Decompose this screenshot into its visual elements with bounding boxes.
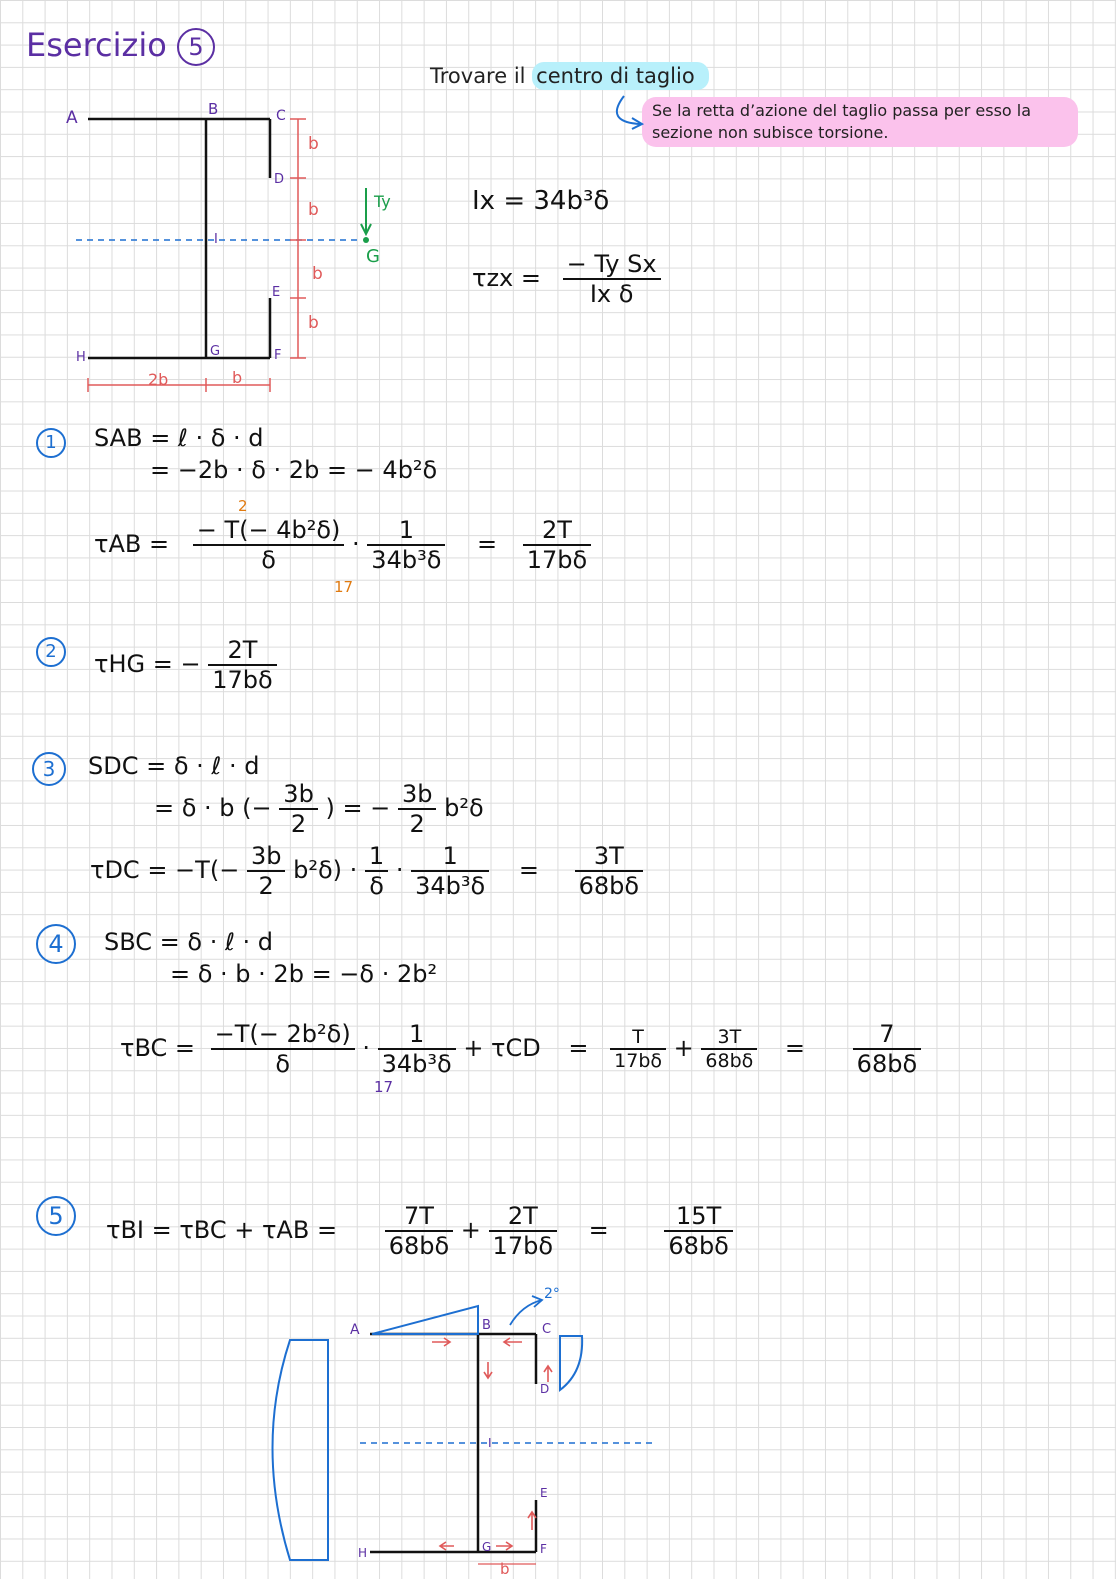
step-3-number: 3 [32,752,66,786]
step-4-term-2-den: 68bδ [705,1050,754,1072]
bottom-point-c: C [542,1322,552,1337]
step-1-cancel-top: 2 [238,497,248,515]
step-5-eq: = [588,1216,609,1244]
step-4-number: 4 [36,924,76,964]
step-3-tau-den3: 34b³δ [415,872,486,900]
step-5-result-num: 15T [664,1202,732,1232]
bottom-point-a: A [350,1322,360,1338]
section-top [88,119,270,358]
step-4-term-1-num: T [610,1026,666,1050]
step-1-number: 1 [36,428,66,458]
step-3-line-2-num2: 3b [398,780,437,810]
step-4-badge [36,924,76,964]
step-2-result-num: 2T [208,636,276,666]
dim-b-4: b [308,313,319,333]
step-4-tau-frac [211,1020,355,1078]
point-label-g: G [210,344,221,359]
step-4-plus-tcd: + τCD [463,1034,541,1062]
stress-diagram-web [273,1340,329,1560]
step-3-tau-frac3 [411,842,489,900]
point-label-h: H [76,350,86,365]
step-5-tau [106,1202,733,1260]
step-1-eq: = [477,530,498,558]
step-3-result-den: 68bδ [578,872,640,900]
step-4-tau-den: δ [275,1050,290,1078]
step-5-term-2-num: 2T [489,1202,557,1232]
bottom-point-d: D [540,1382,550,1396]
task-highlight: centro di taglio [532,62,709,90]
step-3-line-1: SDC = δ · ℓ · d [88,752,260,780]
step-3-line-2b: ) = − [325,794,391,822]
step-3-line-2-frac [279,780,318,838]
point-label-b: B [208,100,219,118]
step-5-result-den: 68bδ [668,1232,729,1260]
step-1-line-2: = −2b · δ · 2b = − 4b²δ [150,456,438,484]
bottom-point-f: F [540,1542,547,1556]
stress-diagram-cd [560,1336,582,1390]
step-4-term-1 [610,1026,666,1072]
step-2-tau [94,636,277,694]
inertia-formula: Ix = 34b³δ [472,186,610,216]
shear-stress-numerator: − Ty Sx [563,250,661,280]
exercise-number: 5 [177,28,215,66]
stress-diagram-ab [372,1306,478,1334]
step-4-result [853,1020,921,1078]
step-1-result-den: 17bδ [526,546,588,574]
step-3-tau-lhs: τDC = −T(− [90,856,240,884]
step-4-tau-mid [378,1020,456,1078]
step-3-tau-mid: b²δ) · [293,856,358,884]
step-1-tau-mid-den: 34b³δ [371,546,442,574]
step-4-cancel-bottom: 17 [374,1078,394,1096]
step-1-cancel-bottom: 17 [334,578,354,596]
step-2-lhs: τHG = − [94,650,201,678]
dim-right-top [290,119,306,358]
centroid-dot [363,237,369,243]
step-1-tau-lhs: τAB = [94,530,170,558]
point-label-a: A [66,108,78,128]
step-1-tau: τAB = $\frac{\text{− T(− 4b²δ)}}{\delta}$ · $\frac{1}{\text{34b³δ}}$ = $\frac{2T}{17b\delta}$ [94,516,591,574]
step-1-tau-mid [367,516,445,574]
bottom-point-b: B [482,1318,491,1333]
step-3-tau-den2: δ [369,872,384,900]
step-1-badge [36,428,66,458]
shear-stress-fraction [563,250,661,308]
shear-stress-denominator: Ix δ [589,280,634,308]
step-4-result-num: 7 [853,1020,921,1050]
dim-2b: 2b [148,370,169,389]
step-3-line-2-num: 3b [279,780,318,810]
bottom-dim-b: b [500,1560,510,1578]
exercise-title-text: Esercizio [26,26,167,64]
step-3-tau-den1: 2 [258,872,274,900]
step-5-result [664,1202,732,1260]
step-3-line-2 [154,780,484,838]
step-2-badge [36,637,66,667]
shear-label: Ty [374,192,391,211]
step-3-tau-frac2 [365,842,388,900]
step-1-tau-den: δ [261,546,276,574]
step-3-tau: τDC = −T(− $\frac{3b}{2}$ b²δ) · $\frac{1}{\delta}$ · $\frac{1}{\text{34b³δ}}$ = $\frac{3T}{68b\delta}$ [90,842,643,900]
step-5-term-1-den: 68bδ [388,1232,450,1260]
step-5-plus: + [460,1216,481,1244]
step-5-number: 5 [36,1196,76,1236]
step-3-line-2-frac2 [398,780,437,838]
bottom-point-g: G [482,1540,492,1554]
point-label-i: I [214,232,218,247]
point-label-d: D [274,172,285,187]
step-5-term-1-num: 7T [385,1202,453,1232]
step-3-result-num: 3T [575,842,643,872]
step-1-result [523,516,591,574]
step-4-plus: + [673,1034,694,1062]
dim-b-bottom: b [232,368,243,387]
dim-b-3: b [312,264,323,284]
step-4-tau-mid-num: 1 [378,1020,456,1050]
bottom-annotation: 2° [544,1286,560,1302]
step-3-line-2c: b²δ [444,794,484,822]
step-3-line-2-den2: 2 [409,810,425,838]
step-4-tau-lhs: τBC = [120,1034,195,1062]
step-4-tau: τBC = $\frac{\text{−T(− 2b²δ)}}{\delta}$ · $\frac{1}{\text{34b³δ}}$ + τCD = $\frac{T}{17b\delta}$ + $\frac{3T}{68b\delta}$ = $\frac{7}{68b\delta}$ [120,1020,921,1078]
step-3-line-2-den: 2 [290,810,307,838]
point-label-f: F [274,348,282,363]
step-4-line-2: = δ · b · 2b = −δ · 2b² [170,960,438,988]
centroid-label: G [366,246,380,267]
bottom-point-e: E [540,1486,548,1500]
step-3-eq: = [518,856,539,884]
dim-bottom-top [88,378,270,392]
step-1-line-1: SAB = ℓ · δ · d [94,424,264,452]
torsion-note: Se la retta d’azione del taglio passa per esso la sezione non subisce torsione. [642,97,1078,147]
step-1-tau-frac [193,516,345,574]
step-3-badge [32,752,66,786]
step-5-lhs: τBI = τBC + τAB = [106,1216,338,1244]
step-5-badge [36,1196,76,1236]
dim-b-1: b [308,134,319,154]
dim-b-2: b [308,200,319,220]
step-4-result-den: 68bδ [856,1050,918,1078]
step-5-term-2-den: 17bδ [492,1232,554,1260]
step-2-number: 2 [36,637,66,667]
step-5-term-2 [489,1202,557,1260]
step-1-tau-mid-num: 1 [367,516,445,546]
step-4-term-2-num: 3T [701,1026,757,1050]
step-4-tau-mid-den: 34b³δ [381,1050,452,1078]
step-1-result-num: 2T [523,516,591,546]
task-prefix: Trovare il [430,64,533,88]
step-4-term-1-den: 17bδ [614,1050,663,1072]
bottom-point-h: H [358,1546,368,1560]
step-1-tau-num: − T(− 4b²δ) [193,516,345,546]
step-4-eq2: = [784,1034,806,1062]
step-4-term-2 [701,1026,757,1072]
step-3-tau-frac1 [247,842,286,900]
shear-stress-lhs: τzx = [472,264,541,292]
step-3-tau-num1: 3b [247,842,286,872]
step-5-term-1 [385,1202,453,1260]
bottom-point-i: I [488,1436,492,1450]
step-4-eq: = [568,1034,589,1062]
step-3-tau-num3: 1 [411,842,489,872]
point-label-e: E [272,285,281,300]
step-2-result-den: 17bδ [212,666,273,694]
step-2-result [208,636,276,694]
shear-stress-formula [472,250,661,308]
shear-flow-arrows [432,1338,552,1550]
step-3-tau-num2: 1 [365,842,388,872]
step-4-tau-num: −T(− 2b²δ) [211,1020,355,1050]
step-4-line-1: SBC = δ · ℓ · d [104,928,274,956]
step-3-result [575,842,643,900]
point-label-c: C [276,108,286,124]
step-3-line-2a: = δ · b (− [154,794,272,822]
